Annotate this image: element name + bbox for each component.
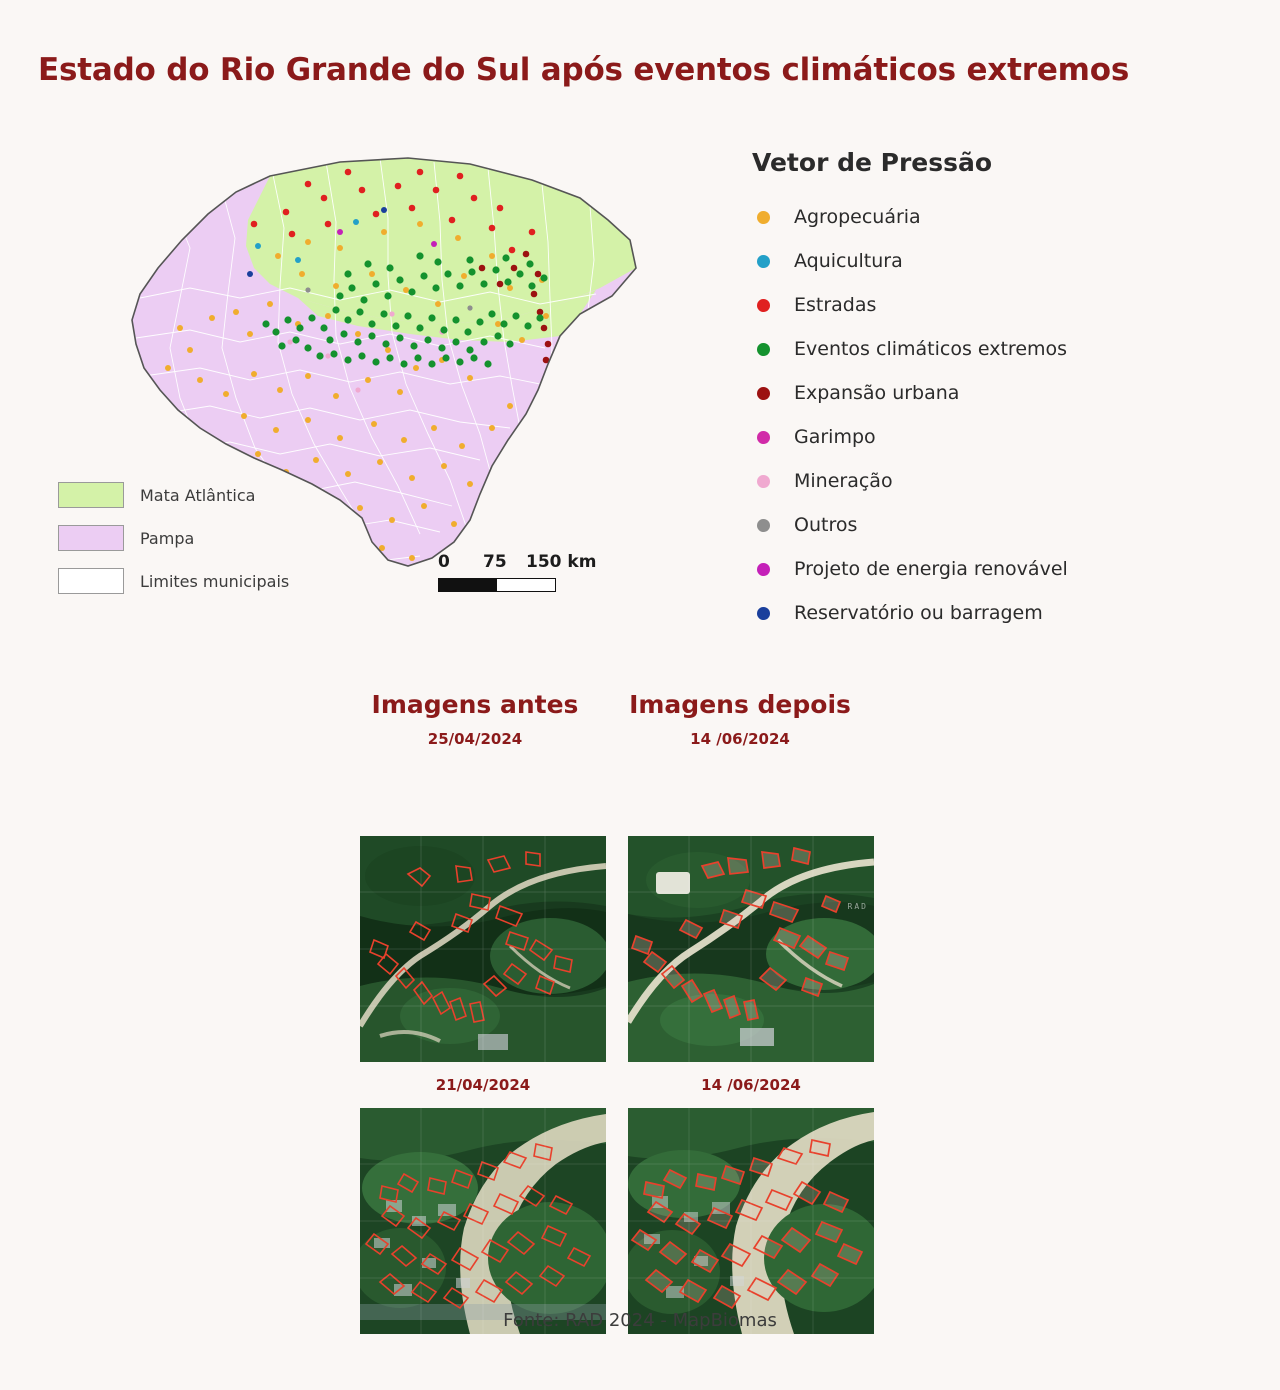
legend-item-label: Eventos climáticos extremos (794, 338, 1068, 360)
after-date-row2: 14 /06/2024 (701, 1076, 801, 1094)
scale-label-75: 75 (483, 552, 507, 572)
legend-item-agropecuaria (752, 195, 1252, 239)
legend-item-label: Projeto de energia renovável (794, 558, 1068, 580)
legend-item-label: Reservatório ou barragem (794, 602, 1043, 624)
legend-item-mineracao (752, 459, 1252, 503)
satellite-image-after-row2[interactable] (628, 1108, 874, 1334)
pressure-vector-legend (752, 148, 1252, 635)
legend-item-reservatorio-ou-barragem (752, 591, 1252, 635)
map-panel (40, 128, 720, 638)
satellite-image-after-row1[interactable] (628, 836, 874, 1062)
legend-item-outros (752, 503, 1252, 547)
before-date-row2: 21/04/2024 (435, 1076, 531, 1094)
legend-dot-icon (757, 475, 770, 488)
legend-item-label: Expansão urbana (794, 382, 960, 404)
scale-bar-graphic (438, 578, 556, 592)
satellite-comparison-section (350, 690, 910, 1094)
satellite-image-before-row1[interactable] (360, 836, 606, 1062)
rad-watermark: RAD (847, 902, 868, 911)
legend-dot-icon (757, 387, 770, 400)
legend-item-eventos-climaticos-extremos (752, 327, 1252, 371)
scale-label-150: 150 km (526, 552, 597, 572)
legend-dot-icon (757, 255, 770, 268)
legend-dot-icon (757, 299, 770, 312)
satellite-image-before-row2[interactable] (360, 1108, 606, 1334)
legend-item-garimpo (752, 415, 1252, 459)
legend-item-label: Outros (794, 514, 858, 536)
after-date-row1: 14 /06/2024 (690, 730, 790, 748)
map-scale-bar (438, 552, 628, 592)
legend-title: Vetor de Pressão (752, 148, 993, 177)
biome-legend-label: Mata Atlântica (140, 485, 256, 505)
biome-legend-label: Pampa (140, 528, 195, 548)
mata-atlantica-swatch (58, 482, 124, 508)
legend-dot-icon (757, 211, 770, 224)
comparison-headings (350, 690, 910, 758)
scale-label-0: 0 (438, 552, 450, 572)
legend-dot-icon (757, 563, 770, 576)
scale-bar-fill (439, 579, 497, 591)
legend-dot-icon (757, 519, 770, 532)
after-column-heading: Imagens depois (629, 690, 851, 719)
biome-legend-item-pampa (58, 523, 358, 553)
legend-dot-icon (757, 431, 770, 444)
legend-item-projeto-energia-renovavel (752, 547, 1252, 591)
legend-item-label: Aquicultura (794, 250, 903, 272)
source-note: Fonte: RAD 2024 - MapBiomas (503, 1310, 777, 1331)
pampa-swatch (58, 525, 124, 551)
biome-legend (58, 480, 358, 609)
legend-dot-icon (757, 343, 770, 356)
legend-item-label: Garimpo (794, 426, 876, 448)
biome-legend-item-mata-atlantica (58, 480, 358, 510)
before-date-row1: 25/04/2024 (427, 730, 523, 748)
legend-item-estradas (752, 283, 1252, 327)
limites-municipais-swatch (58, 568, 124, 594)
page-title: Estado do Rio Grande do Sul após eventos climáticos extremos (38, 52, 1130, 88)
legend-item-expansao-urbana (752, 371, 1252, 415)
legend-item-aquicultura (752, 239, 1252, 283)
before-column-heading: Imagens antes (371, 690, 579, 719)
legend-item-label: Mineração (794, 470, 893, 492)
legend-dot-icon (757, 607, 770, 620)
legend-item-label: Estradas (794, 294, 877, 316)
biome-legend-label: Limites municipais (140, 571, 290, 591)
biome-legend-item-limites-municipais (58, 566, 358, 596)
legend-item-label: Agropecuária (794, 206, 921, 228)
